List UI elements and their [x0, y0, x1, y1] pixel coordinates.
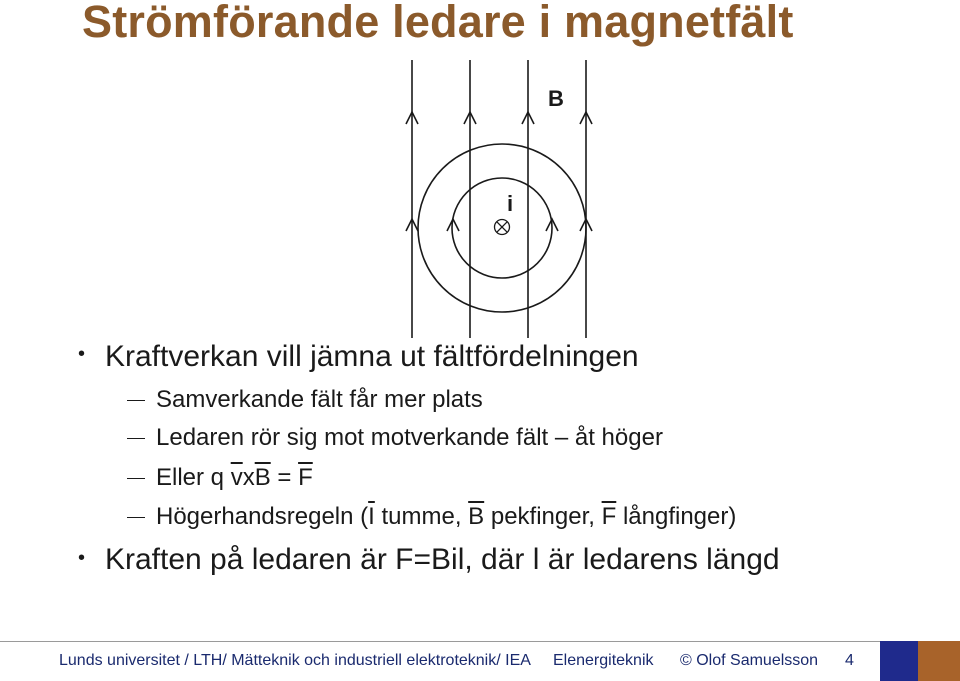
sub-bullet-3: [156, 464, 313, 492]
bullet-dot: •: [78, 547, 86, 569]
vector-f: $\overline{F}$: [298, 464, 313, 491]
footer-institution: Lunds universitet / LTH/ Mätteknik och industriell elektroteknik/ IEA: [59, 652, 531, 669]
page-number: 4: [845, 652, 854, 669]
field-label-b: B: [548, 86, 564, 111]
vector-b: $\overline{B}$: [254, 464, 271, 491]
field-circle-inner: [452, 178, 552, 278]
vector-f: $\overline{F}$: [601, 503, 617, 530]
text: långfinger): [616, 503, 737, 530]
vector-v: $\overline{v}$: [230, 464, 243, 491]
sub-bullet-2: Ledaren rör sig mot motverkande fält – åt höger: [156, 424, 663, 451]
bullet-main-1: Kraftverkan vill jämna ut fältfördelningen: [105, 340, 639, 373]
text: tumme,: [374, 503, 469, 530]
sub-bullet-1: Samverkande fält får mer plats: [156, 386, 483, 413]
dash-marker: [127, 438, 145, 439]
text: Högerhandsregeln (: [156, 503, 369, 530]
footer-copyright: © Olof Samuelsson: [680, 652, 819, 669]
dash-marker: [127, 400, 145, 401]
text: =: [270, 464, 299, 491]
current-into-page-icon: [495, 220, 510, 235]
bullet-dot: •: [78, 343, 86, 365]
footer-divider: [0, 641, 880, 642]
footer-logo-block-brown: [918, 641, 960, 681]
dash-marker: [127, 517, 145, 518]
footer-course: Elenergiteknik: [553, 652, 654, 669]
current-label-i: i: [507, 191, 514, 216]
footer-logo-block-blue: [880, 641, 918, 681]
text: Eller q: [156, 464, 231, 491]
bullet-main-2: Kraften på ledaren är F=Bil, där l är ledarens längd: [105, 543, 780, 576]
field-circle-outer: [418, 144, 586, 312]
slide-title: Strömförande ledare i magnetfält: [82, 0, 794, 47]
vector-b: $\overline{B}$: [468, 503, 485, 530]
text: pekfinger,: [484, 503, 602, 530]
dash-marker: [127, 478, 145, 479]
text: x: [242, 464, 255, 491]
sub-bullet-4: [156, 503, 736, 531]
vector-i: $\overline{I}$: [368, 503, 375, 530]
